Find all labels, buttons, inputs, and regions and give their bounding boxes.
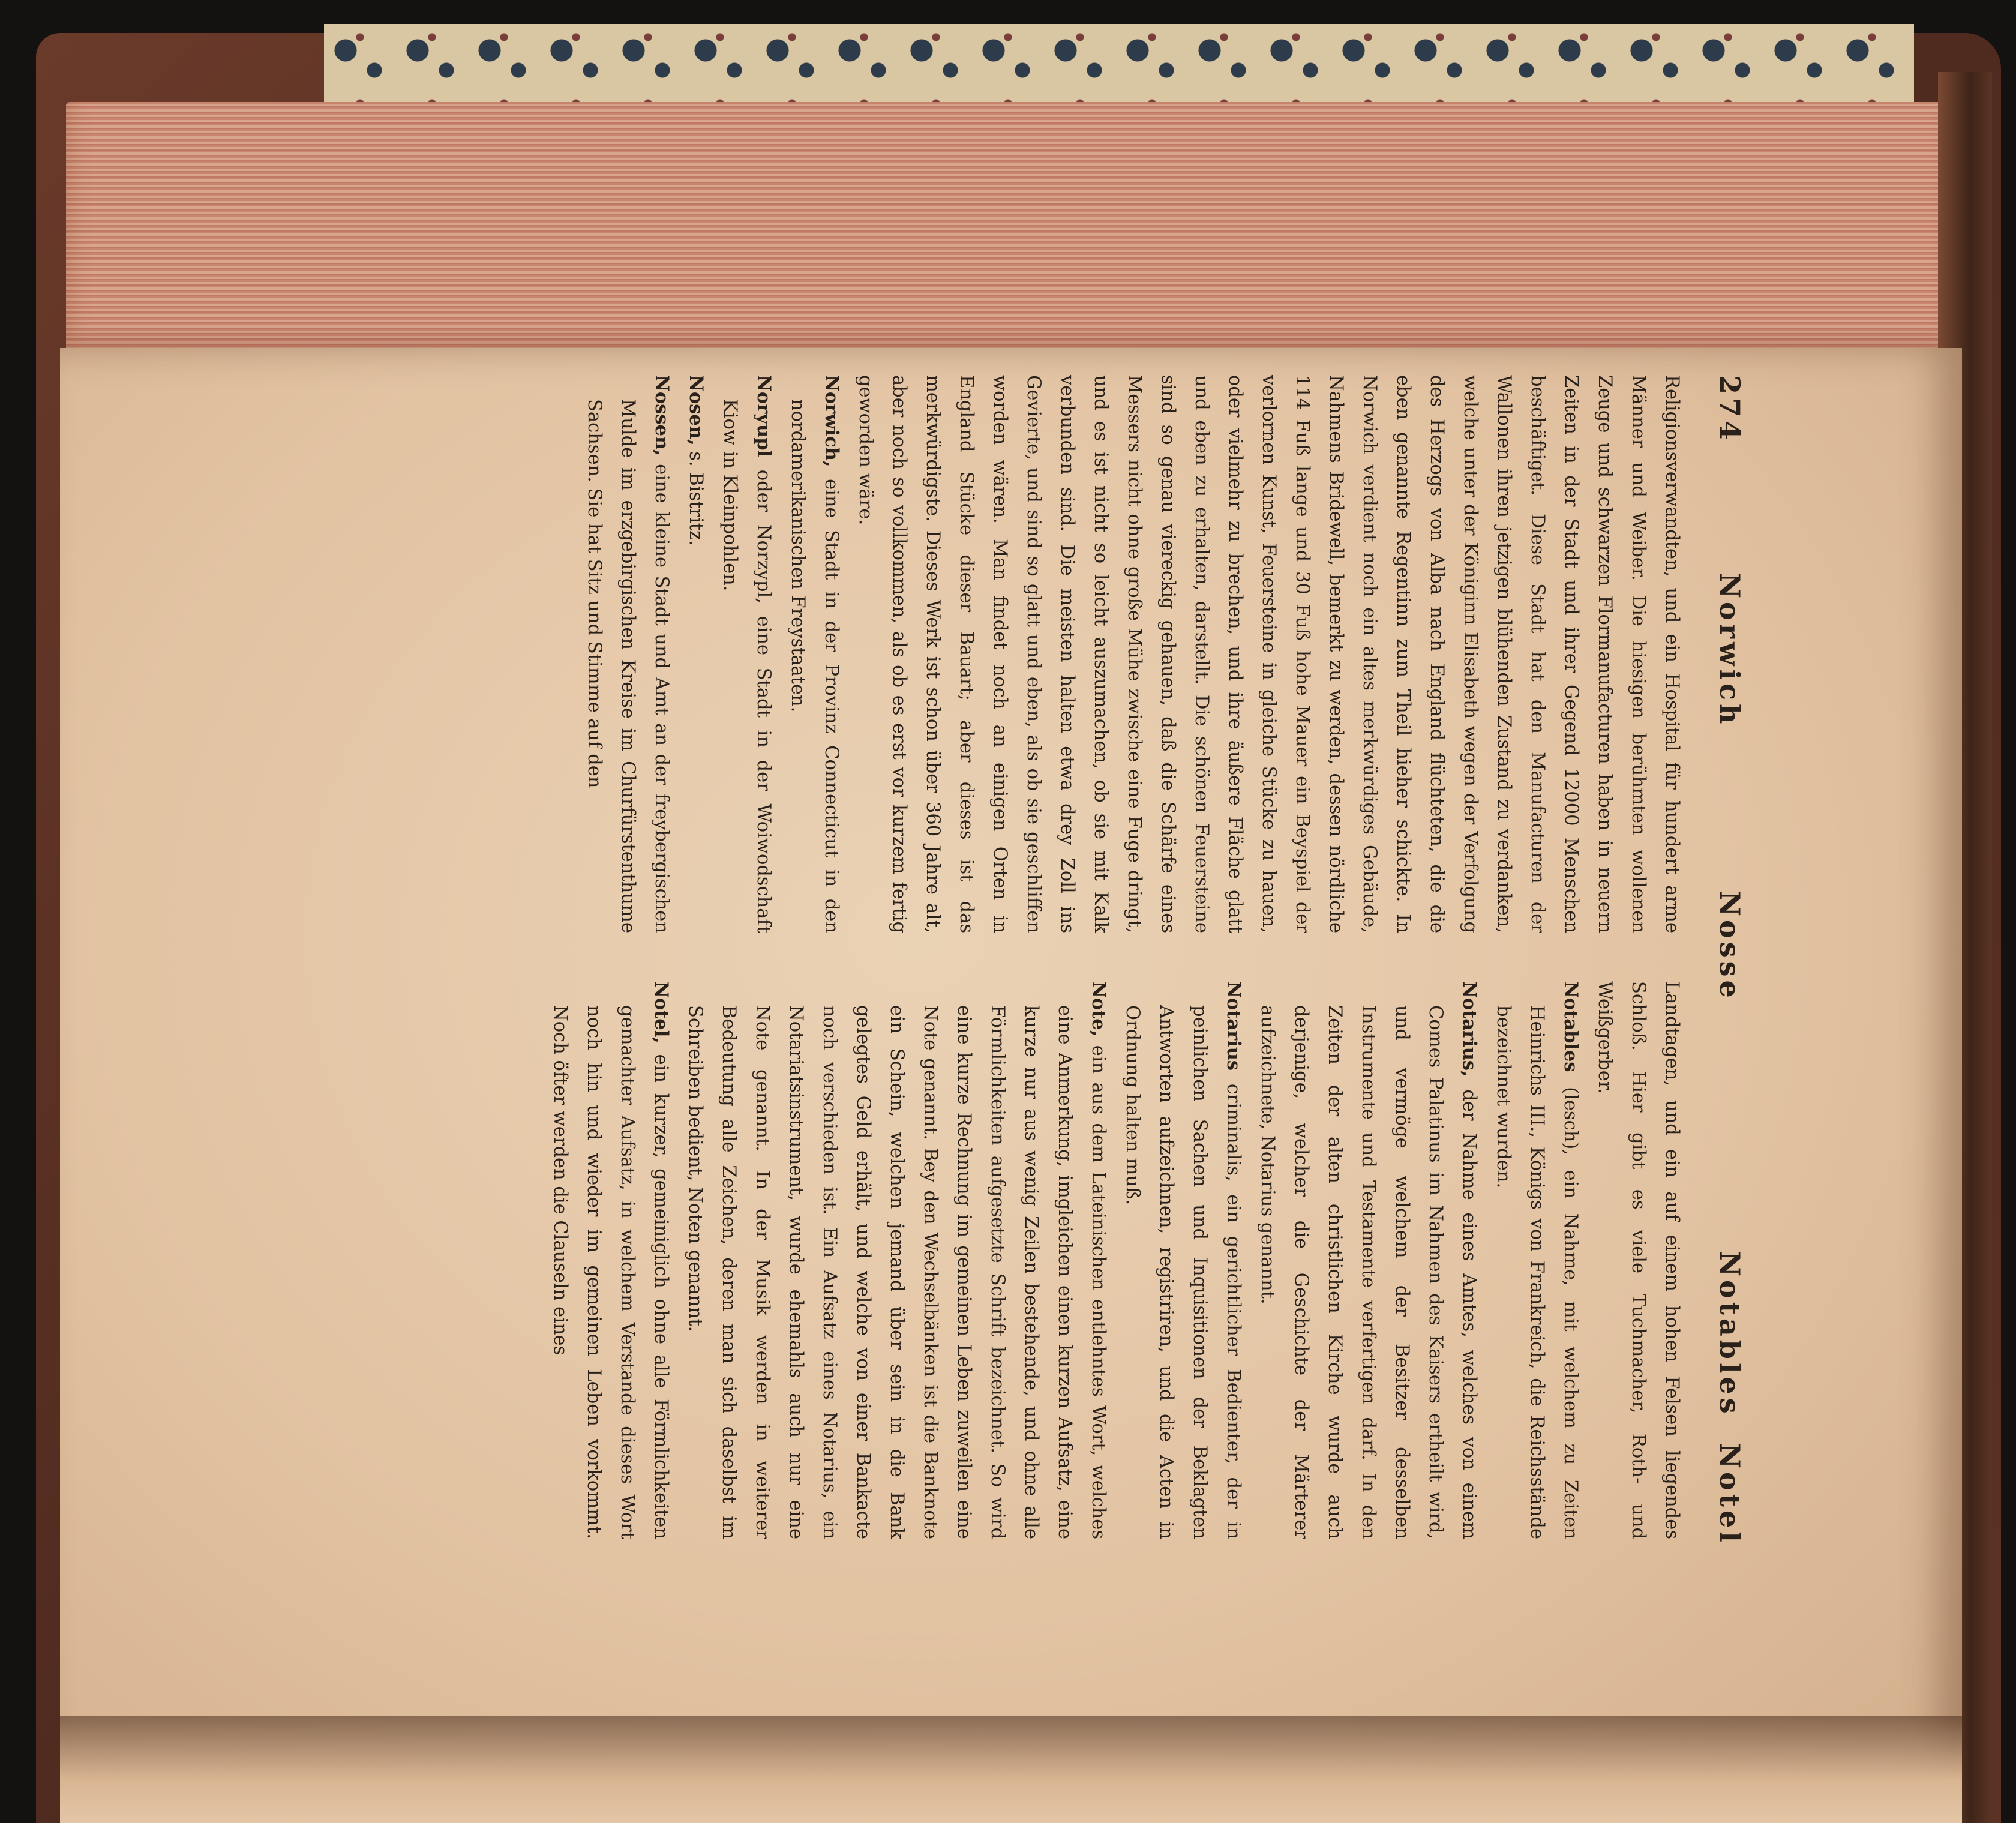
left-column	[577, 375, 1689, 933]
entry: Notables (lesch), ein Nahme, mit welchem zu Zeiten Heinrichs III., Königs von Frankreich, die Reichsstände bezeichnet wurden.	[1493, 981, 1582, 1539]
entry: Landtagen, und ein auf einem hohen Felsen liegendes Schloß. Hier gibt es viele Tuchmacher, Roth- und Weißgerber.	[1594, 981, 1682, 1539]
entry: Note, ein aus dem Lateinischen entlehntes Wort, welches eine Anmerkung, imgleichen einen kurzen Aufsatz, eine kurze nur aus wenig Zeilen bestehende, und ohne alle Förmlichkeiten aufgesetzte Schrift bezeichnet. So wird eine kurze Rechnung im gemeinen Leben zuweilen eine Note genannt. Bey den Wechselbänken ist die Banknote ein Schein, welchen jemand über sein in die Bank gelegtes Geld erhält, und welche von einer Bankacte noch verschieden ist. Ein Aufsatz eines Notarius, ein Notariatsinstrument, wurde ehemahls auch nur eine Note genannt. In der Musik werden in weiterer Bedeutung alle Zeichen, deren man sich daselbst im Schreiben bedient, Noten genannt.	[685, 981, 1109, 1539]
entry: Notel, ein kurzer, gemeiniglich ohne alle Förmlichkeiten gemachter Aufsatz, in welchem Verstande dieses Wort noch hin und wieder im gemeinen Leben vorkommt. Noch öfter werden die Clauseln eines	[550, 981, 672, 1539]
header-left: Norwich	[1714, 573, 1746, 728]
running-header	[1704, 375, 1746, 1545]
entry: Nosen, s. Bistritz.	[685, 375, 707, 546]
header-right-1: Notables	[1714, 1251, 1746, 1417]
right-column	[543, 981, 1689, 1539]
entry: Noryupl oder Norzypl, eine Stadt in der Woiwodschaft Kiow in Kleinpohlen.	[719, 375, 775, 933]
header-right-2: Notel	[1714, 1443, 1746, 1546]
page-edge-red	[66, 102, 1956, 360]
entry: Notarius, der Nahme eines Amtes, welches von einem Comes Palatinus im Nahmen des Kaisers ertheilt wird, und vermöge welchem der Besitzer desselben Instrumente und Testamente verfertigen darf. In den Zeiten der alten christlichen Kirche wurde auch derjenige, welcher die Geschichte der Märterer aufzeichnete, Notarius genannt.	[1257, 981, 1480, 1539]
page-number: 274	[1714, 375, 1746, 444]
page-text-block	[306, 375, 1746, 1545]
entry: Religionsverwandten, und ein Hospital für hundert arme Männer und Weiber. Die hiesigen berühmten wollenen Zeuge und schwarzen Flormanufacturen haben in neuern Zeiten in der Stadt und ihrer Gegend 12000 Menschen beschäftiget. Diese Stadt hat den Manufacturen der Wallonen ihren jetzigen blühenden Zustand zu verdanken, welche unter der Königinn Elisabeth wegen der Verfolgung des Herzogs von Alba nach England flüchteten, die die eben genannte Regentinn zum Theil hieher schickte. In Norwich verdient noch ein altes merkwürdiges Gebäude, Nahmens Bridewell, bemerkt zu werden, dessen nördliche 114 Fuß lange und 30 Fuß hohe Mauer ein Beyspiel der verlornen Kunst, Feuersteine in gleiche Stücke zu hauen, oder vielmehr zu brechen, und ihre äußere Fläche glatt und eben zu erhalten, darstellt. Die schönen Feuersteine sind so genau viereckig gehauen, daß die Schärfe eines Messers nicht ohne große Mühe zwische eine Fuge dringt, und es ist nicht so leicht auszumachen, ob sie mit Kalk verbunden sind. Die meisten halten etwa drey Zoll ins Gevierte, und sind so glatt und eben, als ob sie geschliffen worden wären. Man findet noch an einigen Orten in England Stücke dieser Bauart; aber dieses ist das merkwürdigste. Dieses Werk ist schon über 360 Jahre alt, aber noch so vollkommen, als ob es erst vor kurzem fertig geworden wäre.	[855, 375, 1682, 933]
entry: Nossen, eine kleine Stadt und Amt an der freybergischen Mulde im erzgebirgischen Kreise im Churfürstenthume Sachsen. Sie hat Sitz und Stimme auf den	[584, 375, 673, 933]
header-center: Nosse	[1714, 891, 1746, 1002]
entry: Notarius criminalis, ein gerichtlicher Bedienter, der in peinlichen Sachen und Inquisitionen der Beklagten Antworten aufzeichnen, registriren, und die Acten in Ordnung halten muß.	[1122, 981, 1244, 1540]
page-gutter	[60, 1716, 1962, 1823]
entry: Norwich, eine Stadt in der Provinz Connecticut in den nordamerikanischen Freystaaten.	[787, 375, 842, 933]
